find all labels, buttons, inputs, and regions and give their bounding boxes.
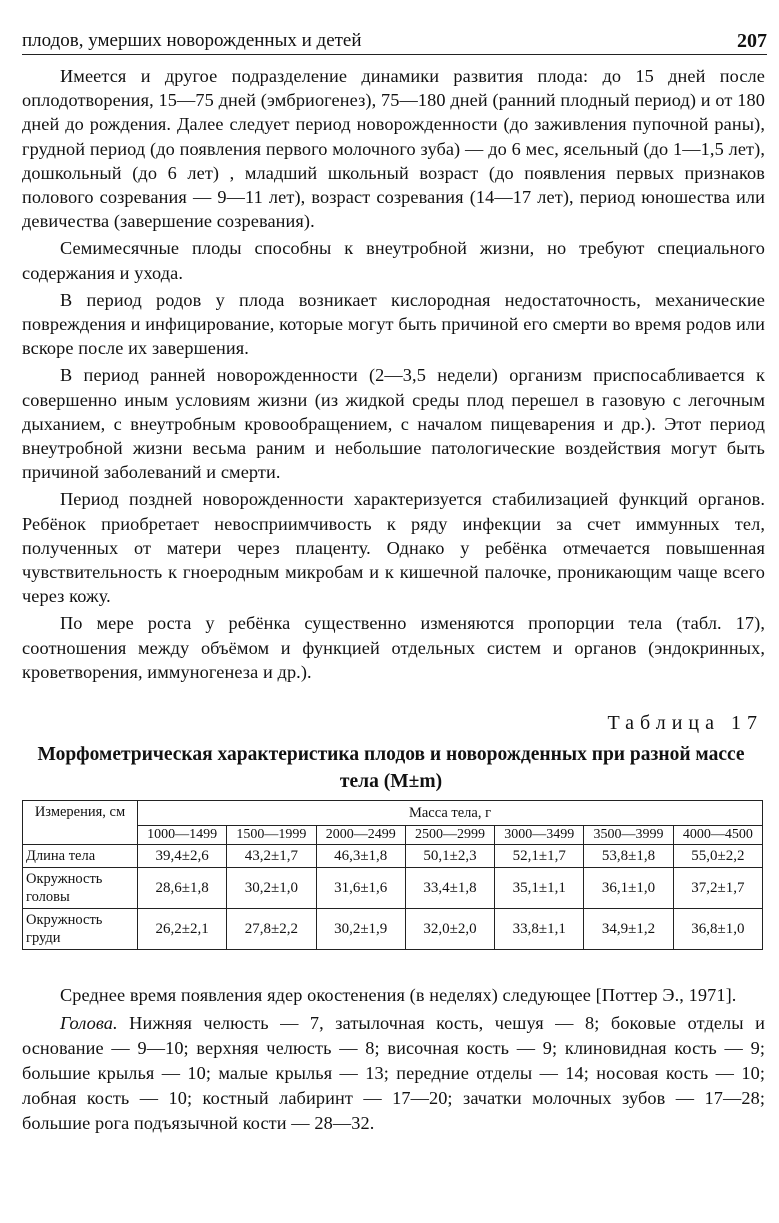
section-heading-head: Голова. <box>60 1013 118 1033</box>
table-cell: 31,6±1,6 <box>316 868 405 909</box>
row-label: Длина тела <box>23 845 138 868</box>
group-header: Масса тела, г <box>138 801 763 826</box>
column-header: 4000—4500 <box>673 826 762 845</box>
page-header <box>22 28 767 55</box>
table-header-row <box>23 801 763 826</box>
paragraph-development-periods: Имеется и другое подразделение динамики развития плода: до 15 дней после оплодотворения, 15—75 дней (эмбриогенез), 75—180 дней (ранний плодный период) и от 180 дней до рождения. Далее следует период новорожденности (до заживления пупочной раны), грудной период (до появления первого молочного зуба) — до 6 мес, ясельный (до 1—1,5 лет), дошкольный (до 6 лет) , младший школьный возраст (до появления первых признаков полового созревания — 9—11 лет), возраст созревания (14—17 лет), период юношества или девичества (завершение созревания). <box>22 66 765 232</box>
table-cell: 53,8±1,8 <box>584 845 673 868</box>
table-row <box>23 845 763 868</box>
column-header: 3000—3499 <box>495 826 584 845</box>
table-cell: 27,8±2,2 <box>227 909 316 950</box>
table-label: Таблица 17 <box>607 712 763 734</box>
table-cell: 35,1±1,1 <box>495 868 584 909</box>
row-label: Окружность головы <box>23 868 138 909</box>
table-cell: 39,4±2,6 <box>138 845 227 868</box>
table-cell: 32,0±2,0 <box>405 909 494 950</box>
table-cell: 26,2±2,1 <box>138 909 227 950</box>
table-cell: 52,1±1,7 <box>495 845 584 868</box>
paragraph-body-proportions: По мере роста у ребёнка существенно изменяются пропорции тела (табл. 17), соотношения между объёмом и функцией отдельных систем и органов (эндокринных, кроветворения, иммуногенеза и др.). <box>22 613 765 682</box>
table-cell: 55,0±2,2 <box>673 845 762 868</box>
main-text <box>22 64 765 687</box>
paragraph-early-newborn: В период ранней новорожденности (2—3,5 недели) организм приспосабливается к совершенно иным условиям жизни (из жидкой среды плод перешел в газовую с легочным дыханием, с внеутробным кровообращением, с началом пищеварения и др.). Этот период внеутробной жизни весьма раним и небольшие патологические воздействия могут быть причиной заболеваний и смерти. <box>22 365 765 483</box>
table-cell: 34,9±1,2 <box>584 909 673 950</box>
table-cell: 30,2±1,0 <box>227 868 316 909</box>
page-number: 207 <box>737 30 767 52</box>
table-cell: 33,4±1,8 <box>405 868 494 909</box>
ossification-text <box>22 983 765 1139</box>
column-header: 1000—1499 <box>138 826 227 845</box>
table-row <box>23 909 763 950</box>
row-label: Окружность груди <box>23 909 138 950</box>
column-header: 2500—2999 <box>405 826 494 845</box>
table-cell: 37,2±1,7 <box>673 868 762 909</box>
corner-header: Измерения, см <box>23 801 138 845</box>
table-cell: 28,6±1,8 <box>138 868 227 909</box>
table-cell: 36,1±1,0 <box>584 868 673 909</box>
paragraph-labor-period: В период родов у плода возникает кислородная недостаточность, механические повреждения и инфицирование, которые могут быть причиной его смерти во время родов или вскоре после их завершения. <box>22 289 765 359</box>
table-row <box>23 868 763 909</box>
paragraph-ossification-intro: Среднее время появления ядер окостенения (в неделях) следующее [Поттер Э., 1971]. <box>60 985 737 1005</box>
table-cell: 30,2±1,9 <box>316 909 405 950</box>
paragraph-head-ossification <box>22 1011 765 1136</box>
table-cell: 33,8±1,1 <box>495 909 584 950</box>
morphometry-table <box>22 800 763 950</box>
table-title: Морфометрическая характеристика плодов и новорожденных при разной массе тела (M±m) <box>37 744 745 792</box>
column-header: 1500—1999 <box>227 826 316 845</box>
column-header: 3500—3999 <box>584 826 673 845</box>
table-cell: 46,3±1,8 <box>316 845 405 868</box>
column-header: 2000—2499 <box>316 826 405 845</box>
table-cell: 36,8±1,0 <box>673 909 762 950</box>
running-title: плодов, умерших новорожденных и детей <box>22 30 362 51</box>
head-ossification-text: Нижняя челюсть — 7, затылочная кость, чешуя — 8; боковые отделы и основание — 9—10; верхняя челюсть — 8; височная кость — 9; клиновидная кость — 9; большие крылья — 10; малые крылья — 13; передние отделы — 14; носовая кость — 10; лобная кость — 10; костный лабиринт — 17—20; зачатки молочных зубов — 17—28; большие рога подъязычной кости — 28—32. <box>22 1013 765 1133</box>
paragraph-seven-month: Семимесячные плоды способны к внеутробной жизни, но требуют специального содержания и ухода. <box>22 238 765 283</box>
table-cell: 50,1±2,3 <box>405 845 494 868</box>
table-cell: 43,2±1,7 <box>227 845 316 868</box>
paragraph-late-newborn: Период поздней новорожденности характеризуется стабилизацией функций органов. Ребёнок приобретает невосприимчивость к ряду инфекции за счет иммунных тел, полученных от матери через плаценту. Однако у ребёнка отмечается повышенная чувствительность к гноеродным микробам и к кишечной палочке, проникающим чаще всего через кожу. <box>22 489 765 607</box>
